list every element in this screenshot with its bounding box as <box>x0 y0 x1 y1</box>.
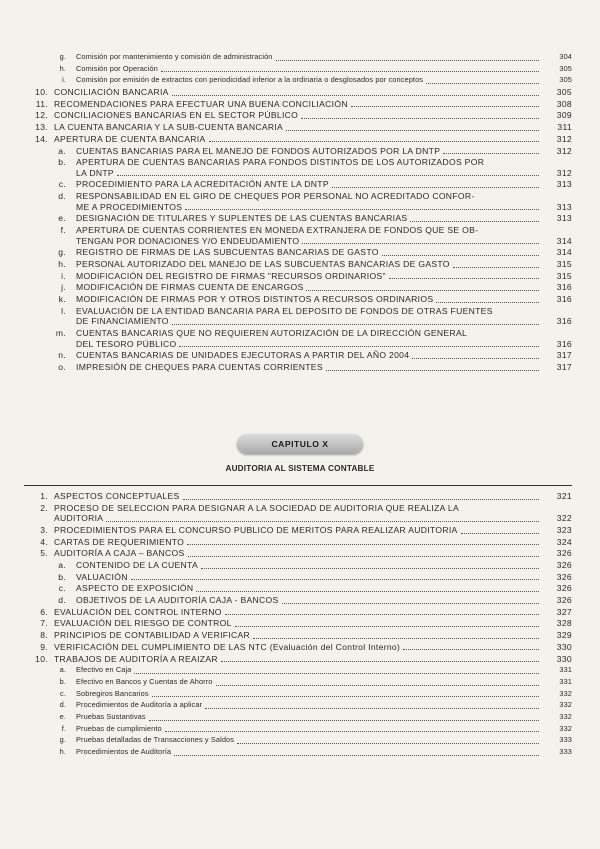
toc-entry <box>0 362 600 373</box>
toc-entry <box>0 747 600 758</box>
toc-entry <box>0 87 600 98</box>
toc-leader-dots <box>235 626 539 627</box>
toc-entry <box>0 306 600 327</box>
toc-entry-number: d. <box>59 700 66 710</box>
toc-entry-page-number: 317 <box>556 362 572 373</box>
toc-entry-number: o. <box>58 362 66 373</box>
toc-leader-dots <box>221 661 539 662</box>
toc-entry-title: Efectivo en Caja <box>76 665 132 675</box>
toc-bottom-section <box>0 491 600 759</box>
toc-entry <box>0 607 600 618</box>
toc-entry-page-number: 333 <box>559 747 572 757</box>
toc-entry-page-number: 312 <box>556 145 572 156</box>
toc-leader-dots <box>306 290 539 291</box>
toc-entry-page-number: 305 <box>559 75 572 85</box>
toc-entry-page-number: 312 <box>556 133 572 144</box>
toc-entry-title: PROCESO DE SELECCION PARA DESIGNAR A LA SOCIEDAD DE AUDITORIA QUE REALIZA LA <box>54 502 460 513</box>
toc-entry-page-number: 330 <box>556 653 572 664</box>
toc-entry-number: 10. <box>35 87 48 98</box>
toc-leader-dots <box>174 755 539 756</box>
toc-entry-title: MODIFICACIÓN DE FIRMAS CUENTA DE ENCARGOS <box>76 282 304 293</box>
toc-entry <box>0 560 600 571</box>
toc-entry-page-number: 313 <box>556 213 572 224</box>
toc-entry-number: 7. <box>40 618 48 629</box>
toc-entry-page-number: 332 <box>559 711 572 721</box>
toc-entry <box>0 724 600 735</box>
toc-entry-number: h. <box>59 747 66 757</box>
toc-entry-page-number: 324 <box>556 536 572 547</box>
toc-entry-title: APERTURA DE CUENTA BANCARIA <box>54 133 206 144</box>
toc-entry-number: g. <box>59 52 66 61</box>
toc-entry-number: n. <box>58 350 66 361</box>
toc-entry-title: CARTAS DE REQUERIMIENTO <box>54 536 185 547</box>
toc-leader-dots <box>237 743 539 744</box>
toc-entry <box>0 537 600 548</box>
toc-entry-page-number: 332 <box>559 688 572 698</box>
toc-leader-dots <box>172 324 539 325</box>
toc-entry <box>0 630 600 641</box>
toc-entry-page-number: 333 <box>559 735 572 745</box>
toc-leader-dots <box>443 153 539 154</box>
toc-entry <box>0 700 600 711</box>
toc-entry <box>0 618 600 629</box>
toc-entry-title: PROCEDIMIENTO PARA LA ACREDITACIÓN ANTE LA DNTP <box>76 179 329 190</box>
toc-entry <box>0 548 600 559</box>
toc-entry-page-number: 327 <box>556 606 572 617</box>
toc-entry-title: CUENTAS BANCARIAS DE UNIDADES EJECUTORAS A PARTIR DEL AÑO 2004 <box>76 350 410 361</box>
toc-leader-dots <box>149 720 539 721</box>
toc-entry-title: Pruebas detalladas de Transacciones y Saldos <box>76 735 235 745</box>
toc-entry-title: Procedimientos de Auditoría a aplicar <box>76 700 203 710</box>
toc-leader-dots <box>134 673 539 674</box>
toc-entry <box>0 247 600 258</box>
toc-entry-page-number: 326 <box>556 571 572 582</box>
toc-leader-dots <box>188 556 539 557</box>
toc-leader-dots <box>286 130 539 131</box>
toc-entry <box>0 213 600 224</box>
toc-entry-number: h. <box>59 63 66 73</box>
toc-entry-page-number: 314 <box>556 235 572 246</box>
toc-entry-title: CUENTAS BANCARIAS QUE NO REQUIEREN AUTORIZACIÓN DE LA DIRECCIÓN GENERAL <box>76 328 468 339</box>
toc-entry-number: 13. <box>35 122 48 133</box>
toc-entry-number: i. <box>61 270 66 281</box>
toc-entry-title: IMPRESIÓN DE CHEQUES PARA CUENTAS CORRIENTES <box>76 362 323 373</box>
toc-entry <box>0 99 600 110</box>
toc-entry-number: k. <box>58 294 66 305</box>
toc-leader-dots <box>161 71 539 72</box>
toc-leader-dots <box>276 60 539 61</box>
toc-entry-page-number: 330 <box>556 641 572 652</box>
toc-entry-title: EVALUACIÓN DE LA ENTIDAD BANCARIA PARA EL DEPOSITO DE FONDOS DE OTRAS FUENTES <box>76 305 493 316</box>
toc-entry-number: i. <box>62 75 66 85</box>
toc-entry <box>0 52 600 63</box>
toc-entry-page-number: 313 <box>556 179 572 190</box>
chapter-badge <box>237 434 363 454</box>
toc-entry-number: 1. <box>40 491 48 501</box>
toc-leader-dots <box>152 696 539 697</box>
toc-entry-title: CONCILIACIÓN BANCARIA <box>54 87 169 98</box>
toc-leader-dots <box>183 499 539 500</box>
toc-entry-title: EVALUACIÓN DEL RIESGO DE CONTROL <box>54 618 232 629</box>
chapter-title: AUDITORIA AL SISTEMA CONTABLE <box>225 464 375 473</box>
toc-entry <box>0 735 600 746</box>
toc-entry-title-continued: DEL TESORO PÚBLICO <box>76 338 177 349</box>
toc-leader-dots <box>282 603 539 604</box>
toc-entry <box>0 572 600 583</box>
toc-entry <box>0 259 600 270</box>
toc-entry <box>0 328 600 349</box>
toc-leader-dots <box>209 141 539 142</box>
toc-entry-number: g. <box>59 735 66 745</box>
toc-entry-title-continued: AUDITORIA <box>54 513 104 524</box>
toc-entry-title: ASPECTO DE EXPOSICIÓN <box>76 583 194 594</box>
toc-entry-page-number: 309 <box>556 110 572 121</box>
toc-entry-page-number: 326 <box>556 548 572 559</box>
toc-entry-title: CONTENIDO DE LA CUENTA <box>76 560 198 571</box>
toc-entry-title: MODIFICACIÓN DE FIRMAS POR Y OTROS DISTINTOS A RECURSOS ORDINARIOS <box>76 294 434 305</box>
toc-entry-page-number: 312 <box>556 167 572 178</box>
toc-entry-title: TRABAJOS DE AUDITORÍA A REAIZAR <box>54 653 218 664</box>
toc-entry-number: d. <box>58 595 66 606</box>
toc-leader-dots <box>196 591 539 592</box>
toc-leader-dots <box>201 568 539 569</box>
toc-entry-page-number: 305 <box>556 87 572 98</box>
toc-leader-dots <box>165 731 539 732</box>
toc-leader-dots <box>216 685 540 686</box>
toc-entry-title: Efectivo en Bancos y Cuentas de Ahorro <box>76 676 213 686</box>
toc-entry-title: Sobregiros Bancarios <box>76 688 149 698</box>
toc-entry <box>0 271 600 282</box>
toc-entry <box>0 583 600 594</box>
toc-entry-page-number: 326 <box>556 560 572 571</box>
toc-entry <box>0 294 600 305</box>
toc-entry-title: EVALUACIÓN DEL CONTROL INTERNO <box>54 606 222 617</box>
toc-leader-dots <box>389 278 539 279</box>
toc-leader-dots <box>302 243 539 244</box>
toc-entry-title: PROCEDIMIENTOS PARA EL CONCURSO PUBLICO DE MERITOS PARA REALIZAR AUDITORIA <box>54 524 458 535</box>
toc-entry-number: e. <box>58 213 66 224</box>
toc-entry-number: c. <box>58 179 66 190</box>
toc-entry-title: MODIFICACIÓN DEL REGISTRO DE FIRMAS "RECURSOS ORDINARIOS" <box>76 270 386 281</box>
toc-entry-page-number: 315 <box>556 259 572 270</box>
toc-entry-page-number: 323 <box>556 524 572 535</box>
toc-entry-title: LA CUENTA BANCARIA Y LA SUB-CUENTA BANCARIA <box>54 122 284 133</box>
toc-entry <box>0 64 600 75</box>
toc-entry-title: PRINCIPIOS DE CONTABILIDAD A VERIFICAR <box>54 630 251 641</box>
toc-entry-page-number: 332 <box>559 723 572 733</box>
toc-entry-number: 9. <box>40 641 48 652</box>
toc-entry-title: DESIGNACIÓN DE TITULARES Y SUPLENTES DE LAS CUENTAS BANCARIAS <box>76 213 408 224</box>
toc-entry-page-number: 315 <box>556 270 572 281</box>
toc-entry-number: 3. <box>40 524 48 535</box>
toc-entry-title: ASPECTOS CONCEPTUALES <box>54 491 180 501</box>
toc-entry <box>0 665 600 676</box>
toc-entry-number: 8. <box>40 630 48 641</box>
toc-leader-dots <box>461 533 539 534</box>
toc-entry-title: Comisión por emisión de extractos con periodicidad inferior a la ordinaria o desglosados por conceptos <box>76 75 424 85</box>
toc-entry <box>0 225 600 246</box>
toc-entry-title: RESPONSABILIDAD EN EL GIRO DE CHEQUES POR PERSONAL NO ACREDITADO CONFOR- <box>76 191 475 202</box>
toc-entry-page-number: 311 <box>557 122 572 133</box>
toc-entry-number: 5. <box>40 548 48 559</box>
toc-entry-title-continued: LA DNTP <box>76 167 114 178</box>
toc-entry-title: Comisión por mantenimiento y comisión de administración <box>76 52 273 61</box>
toc-leader-dots <box>117 175 539 176</box>
toc-entry-number: 10. <box>35 653 48 664</box>
toc-entry-page-number: 329 <box>556 630 572 641</box>
toc-entry-number: 14. <box>35 133 48 144</box>
toc-entry-number: g. <box>58 247 66 258</box>
toc-entry-page-number: 321 <box>556 491 572 501</box>
toc-entry-number: c. <box>60 688 66 698</box>
toc-entry-title: CUENTAS BANCARIAS PARA EL MANEJO DE FONDOS AUTORIZADOS POR LA DNTP <box>76 145 441 156</box>
toc-leader-dots <box>412 358 539 359</box>
toc-entry-title: PERSONAL AUTORIZADO DEL MANEJO DE LAS SUBCUENTAS BANCARIAS DE GASTO <box>76 259 450 270</box>
toc-leader-dots <box>332 187 539 188</box>
toc-entry-title-continued: DE FINANCIAMIENTO <box>76 316 169 327</box>
toc-entry-page-number: 314 <box>556 247 572 258</box>
toc-entry-page-number: 326 <box>556 583 572 594</box>
toc-entry-page-number: 316 <box>556 282 572 293</box>
toc-entry-number: l. <box>61 305 66 316</box>
toc-leader-dots <box>351 106 539 107</box>
toc-entry-title: Pruebas de cumplimiento <box>76 723 162 733</box>
toc-leader-dots <box>253 638 539 639</box>
toc-entry-page-number: 322 <box>556 513 572 524</box>
toc-leader-dots <box>410 221 539 222</box>
toc-entry-number: b. <box>58 571 66 582</box>
toc-entry-page-number: 326 <box>556 595 572 606</box>
toc-entry-title: Pruebas Sustantivas <box>76 711 146 721</box>
toc-leader-dots <box>301 118 539 119</box>
toc-entry-number: 12. <box>35 110 48 121</box>
toc-entry-title: RECOMENDACIONES PARA EFECTUAR UNA BUENA CONCILIACIÓN <box>54 98 348 109</box>
toc-entry-number: a. <box>58 145 66 156</box>
toc-leader-dots <box>453 267 539 268</box>
toc-entry-title: Comisión por Operación <box>76 63 158 73</box>
toc-entry <box>0 282 600 293</box>
toc-entry-number: 11. <box>35 98 48 109</box>
toc-entry <box>0 503 600 524</box>
chapter-label: CAPITULO X <box>271 439 329 449</box>
toc-entry-page-number: 331 <box>559 665 572 675</box>
toc-leader-dots <box>382 255 539 256</box>
toc-leader-dots <box>179 346 539 347</box>
toc-entry <box>0 179 600 190</box>
toc-entry-page-number: 308 <box>556 98 572 109</box>
toc-entry-number: j. <box>61 282 66 293</box>
toc-entry-page-number: 328 <box>556 618 572 629</box>
chapter-divider <box>24 485 572 486</box>
toc-entry <box>0 146 600 157</box>
toc-entry-number: d. <box>58 191 66 202</box>
toc-entry-page-number: 317 <box>556 350 572 361</box>
toc-leader-dots <box>426 83 539 84</box>
toc-entry <box>0 525 600 536</box>
toc-entry-page-number: 316 <box>556 316 572 327</box>
toc-entry <box>0 350 600 361</box>
toc-entry-title-continued: TENGAN POR DONACIONES Y/O ENDEUDAMIENTO <box>76 235 300 246</box>
toc-entry-number: f. <box>60 225 66 236</box>
toc-entry-number: 6. <box>40 606 48 617</box>
toc-entry-number: b. <box>59 676 66 686</box>
toc-entry-title: AUDITORÍA A CAJA – BANCOS <box>54 548 185 559</box>
toc-leader-dots <box>185 209 539 210</box>
toc-entry-page-number: 316 <box>556 294 572 305</box>
toc-leader-dots <box>187 544 539 545</box>
toc-entry-title: VERIFICACIÓN DEL CUMPLIMIENTO DE LAS NTC (Evaluación del Control Interno) <box>54 641 401 652</box>
toc-entry <box>0 110 600 121</box>
toc-entry <box>0 122 600 133</box>
toc-top-section <box>0 52 600 374</box>
toc-leader-dots <box>436 302 539 303</box>
toc-entry <box>0 134 600 145</box>
toc-entry-title: OBJETIVOS DE LA AUDITORÍA CAJA - BANCOS <box>76 595 279 606</box>
toc-entry-page-number: 305 <box>559 63 572 73</box>
toc-leader-dots <box>172 95 539 96</box>
toc-leader-dots <box>106 521 539 522</box>
toc-leader-dots <box>131 579 539 580</box>
toc-entry-page-number: 304 <box>559 52 572 61</box>
toc-leader-dots <box>403 649 539 650</box>
toc-entry <box>0 157 600 178</box>
toc-entry-number: a. <box>59 665 66 675</box>
toc-entry <box>0 642 600 653</box>
toc-entry-number: c. <box>58 583 66 594</box>
toc-leader-dots <box>225 614 539 615</box>
toc-entry <box>0 491 600 502</box>
toc-entry <box>0 712 600 723</box>
toc-entry <box>0 595 600 606</box>
toc-entry <box>0 689 600 700</box>
toc-entry-title: VALUACIÓN <box>76 571 128 582</box>
toc-entry-page-number: 332 <box>559 700 572 710</box>
toc-entry-number: b. <box>58 157 66 168</box>
toc-entry-number: a. <box>58 560 66 571</box>
toc-entry-page-number: 331 <box>559 676 572 686</box>
toc-entry-page-number: 316 <box>556 338 572 349</box>
toc-leader-dots <box>326 370 539 371</box>
toc-entry-number: 2. <box>40 502 48 513</box>
toc-entry-number: 4. <box>40 536 48 547</box>
toc-entry-title: APERTURA DE CUENTAS CORRIENTES EN MONEDA EXTRANJERA DE FONDOS QUE SE OB- <box>76 225 479 236</box>
toc-entry-title: APERTURA DE CUENTAS BANCARIAS PARA FONDOS DISTINTOS DE LOS AUTORIZADOS POR <box>76 157 485 168</box>
toc-entry <box>0 191 600 212</box>
toc-entry-number: m. <box>55 328 66 339</box>
toc-entry <box>0 654 600 665</box>
toc-leader-dots <box>205 708 539 709</box>
toc-entry-number: f. <box>61 723 66 733</box>
toc-entry-title: REGISTRO DE FIRMAS DE LAS SUBCUENTAS BANCARIAS DE GASTO <box>76 247 379 258</box>
toc-entry-title: CONCILIACIONES BANCARIAS EN EL SECTOR PÚBLICO <box>54 110 299 121</box>
toc-entry-number: e. <box>59 711 66 721</box>
toc-entry-title-continued: ME A PROCEDIMIENTOS <box>76 201 183 212</box>
toc-entry <box>0 75 600 86</box>
toc-entry-page-number: 313 <box>556 201 572 212</box>
toc-entry-number: h. <box>58 259 66 270</box>
toc-entry-title: Procedimientos de Auditoría <box>76 747 172 757</box>
toc-entry <box>0 677 600 688</box>
